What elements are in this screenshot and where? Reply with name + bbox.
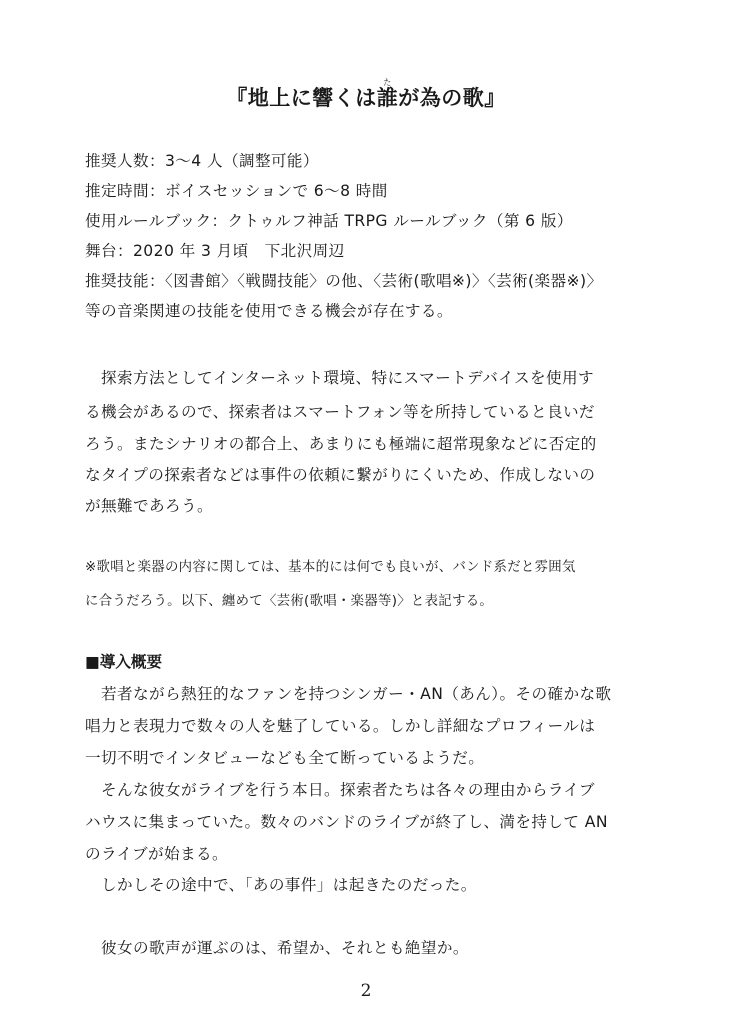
spec-skills: 推奨技能：〈図書館〉〈戦闘技能〉の他、〈芸術(歌唱※)〉〈芸術(楽器※)〉 bbox=[85, 272, 603, 290]
document-title bbox=[0, 78, 732, 112]
title-part-1: 『地上に響くは bbox=[226, 86, 377, 110]
title-ruby bbox=[376, 78, 399, 110]
spec-rulebook: 使用ルールブック：クトゥルフ神話 TRPG ルールブック（第 6 版） bbox=[85, 212, 573, 230]
note-line: ※歌唱と楽器の内容に関しては、基本的には何でも良いが、バンド系だと雰囲気 bbox=[85, 560, 576, 575]
spec-time: 推定時間：ボイスセッションで 6〜8 時間 bbox=[85, 182, 388, 200]
intro-line: 若者ながら熱狂的なファンを持つシンガー・AN（あん）。その確かな歌 bbox=[85, 685, 612, 703]
intro-line: 一切不明でインタビューなども全て断っているようだ。 bbox=[85, 749, 485, 767]
title-ruby-base: 誰 bbox=[376, 86, 399, 110]
spec-skills-cont: 等の音楽関連の技能を使用できる機会が存在する。 bbox=[85, 302, 453, 320]
intro-line: そんな彼女がライブを行う本日。探索者たちは各々の理由からライブ bbox=[85, 781, 595, 799]
note-line: に合うだろう。以下、纏めて〈芸術(歌唱・楽器等)〉と表記する。 bbox=[85, 594, 494, 609]
intro-line: 唱力と表現力で数々の人を魅了している。しかし詳細なプロフィールは bbox=[85, 717, 596, 735]
paragraph-line: ろう。またシナリオの都合上、あまりにも極端に超常現象などに否定的 bbox=[85, 435, 597, 453]
intro-line: ハウスに集まっていた。数々のバンドのライブが終了し、満を持して AN bbox=[85, 813, 608, 831]
page-number: 2 bbox=[360, 981, 372, 1001]
paragraph-line: なタイプの探索者などは事件の依頼に繋がりにくいため、作成しないの bbox=[85, 466, 596, 484]
title-ruby-reading: た bbox=[376, 78, 399, 87]
spec-players: 推奨人数：3〜4 人（調整可能） bbox=[85, 152, 319, 170]
section-heading: ■導入概要 bbox=[85, 653, 163, 671]
intro-line: のライブが始まる。 bbox=[85, 845, 229, 863]
paragraph-line: 探索方法としてインターネット環境、特にスマートデバイスを使用す bbox=[85, 369, 594, 387]
title-part-2: が為の歌』 bbox=[398, 86, 506, 110]
paragraph-line: る機会があるので、探索者はスマートフォン等を所持していると良いだ bbox=[85, 403, 595, 421]
paragraph-line: が無難であろう。 bbox=[85, 497, 213, 515]
intro-line: しかしその途中で、「あの事件」は起きたのだった。 bbox=[85, 876, 477, 894]
closing-line: 彼女の歌声が運ぶのは、希望か、それとも絶望か。 bbox=[85, 939, 469, 957]
spec-setting: 舞台：2020 年 3 月頃 下北沢周辺 bbox=[85, 242, 345, 260]
